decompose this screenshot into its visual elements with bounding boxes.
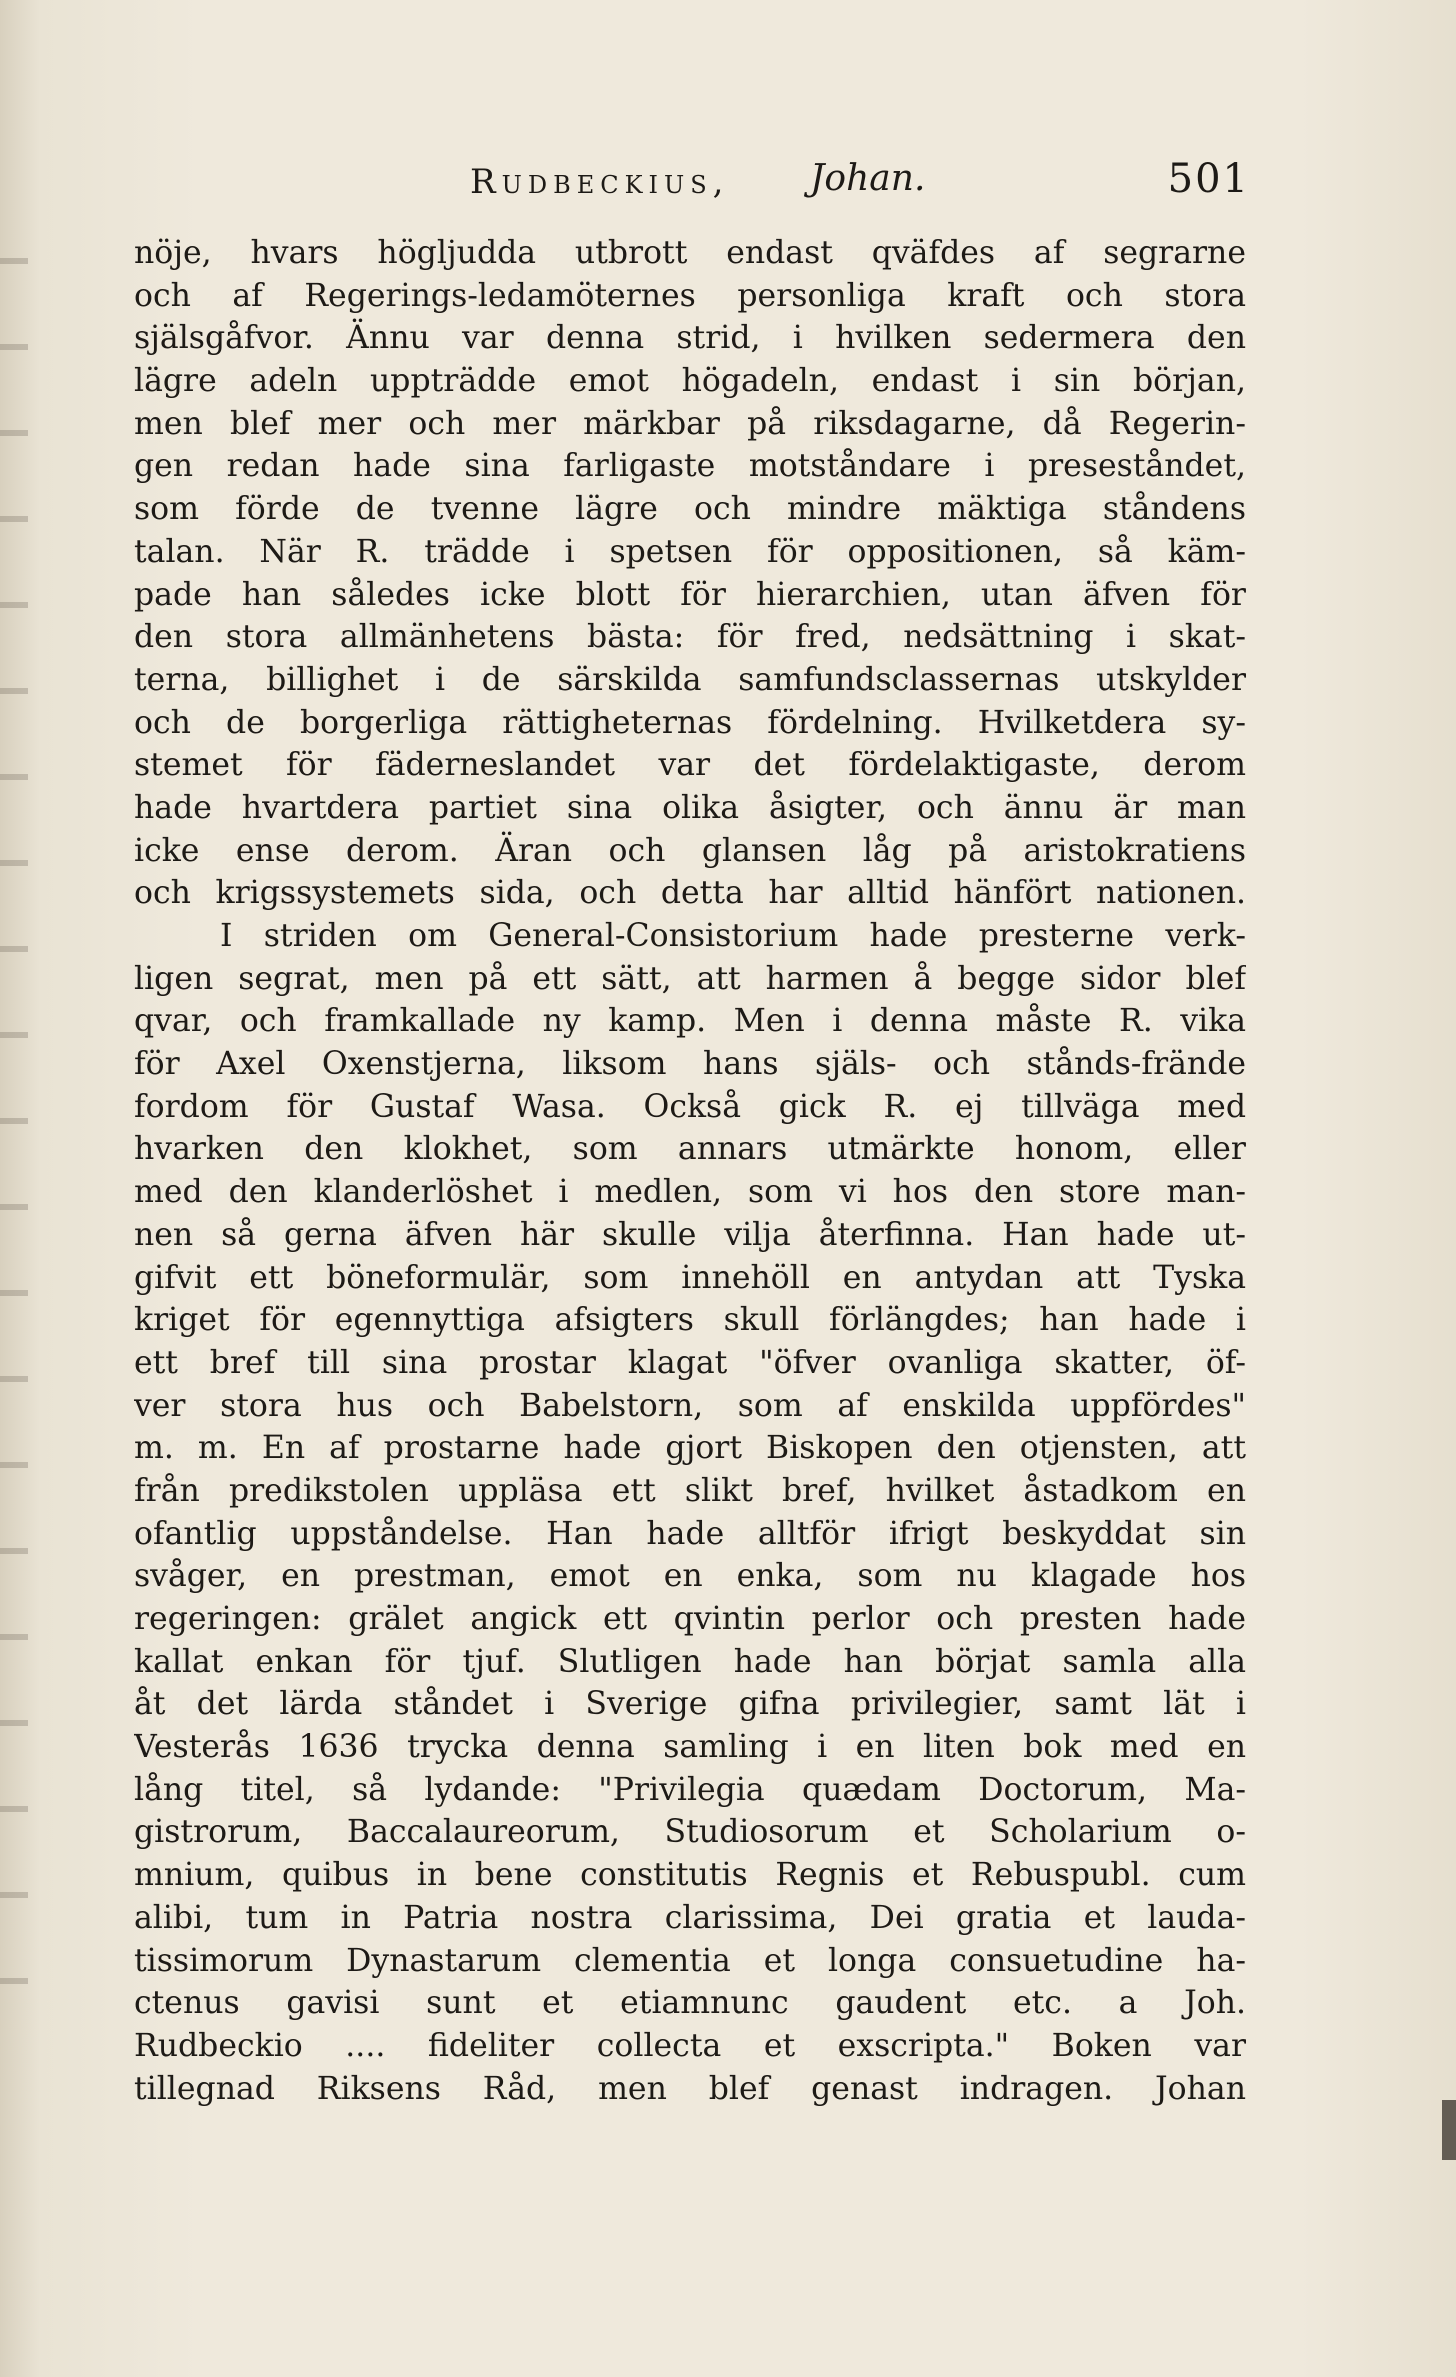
text-line: gifvit ett böneformulär, som innehöll en antydan att Tyska	[134, 1259, 1246, 1296]
text-line: I striden om General-Consistorium hade presterne verk-	[220, 918, 1246, 954]
text-line: pade han således icke blott för hierarchien, utan äfven för	[134, 576, 1246, 613]
text-line: tillegnad Riksens Råd, men blef genast indragen. Johan	[134, 2070, 1246, 2107]
text-line: och de borgerliga rättigheternas fördelning. Hvilketdera sy-	[134, 704, 1246, 741]
text-line: för Axel Oxenstjerna, liksom hans själs- och stånds-frände	[134, 1046, 1246, 1083]
text-line: stemet för fäderneslandet var det fördelaktigaste, derom	[134, 747, 1246, 784]
text-line: ver stora hus och Babelstorn, som af enskilda uppfördes"	[134, 1387, 1246, 1424]
text-line: mnium, quibus in bene constitutis Regnis et Rebuspubl. cum	[134, 1857, 1246, 1894]
text-line: m. m. En af prostarne hade gjort Biskopen den otjensten, att	[134, 1430, 1246, 1467]
running-head-name: Rudbeckius,	[470, 162, 730, 202]
text-line: Rudbeckio .... fideliter collecta et exscripta." Boken var	[134, 2027, 1246, 2064]
text-line: qvar, och framkallade ny kamp. Men i denna måste R. vika	[134, 1003, 1246, 1040]
text-line: Vesterås 1636 trycka denna samling i en liten bok med en	[134, 1729, 1246, 1766]
text-line: den stora allmänhetens bästa: för fred, nedsättning i skat-	[134, 619, 1246, 656]
text-line: kriget för egennyttiga afsigters skull förlängdes; han hade i	[134, 1302, 1246, 1339]
text-line: ctenus gavisi sunt et etiamnunc gaudent etc. a Joh.	[134, 1985, 1246, 2022]
text-line: gen redan hade sina farligaste motståndare i preseståndet,	[134, 448, 1246, 485]
running-head	[470, 148, 1250, 208]
text-line: lägre adeln uppträdde emot högadeln, endast i sin början,	[134, 363, 1246, 400]
text-line: och krigssystemets sida, och detta har alltid hänfört nationen.	[134, 875, 1246, 912]
text-line: ligen segrat, men på ett sätt, att harmen å begge sidor blef	[134, 960, 1246, 997]
right-margin-mark	[1442, 2100, 1456, 2160]
text-line: åt det lärda ståndet i Sverige gifna privilegier, samt lät i	[134, 1686, 1246, 1723]
text-line: från predikstolen uppläsa ett slikt bref, hvilket åstadkom en	[134, 1472, 1246, 1509]
text-line: som förde de tvenne lägre och mindre mäktiga ståndens	[134, 491, 1246, 528]
text-line: med den klanderlöshet i medlen, som vi hos den store man-	[134, 1174, 1246, 1211]
text-line: ofantlig uppståndelse. Han hade alltför ifrigt beskyddat sin	[134, 1515, 1246, 1552]
text-line: tissimorum Dynastarum clementia et longa consuetudine ha-	[134, 1942, 1246, 1979]
text-line: men blef mer och mer märkbar på riksdagarne, då Regerin-	[134, 405, 1246, 442]
text-line: gistrorum, Baccalaureorum, Studiosorum et Scholarium o-	[134, 1814, 1246, 1851]
body-text	[134, 232, 1246, 2110]
text-line: fordom för Gustaf Wasa. Också gick R. ej tillväga med	[134, 1088, 1246, 1125]
text-line: svåger, en prestman, emot en enka, som nu klagade hos	[134, 1558, 1246, 1595]
text-line: icke ense derom. Äran och glansen låg på aristokratiens	[134, 832, 1246, 869]
page-number: 501	[1167, 156, 1250, 202]
text-line: hvarken den klokhet, som annars utmärkte honom, eller	[134, 1131, 1246, 1168]
text-line: själsgåfvor. Ännu var denna strid, i hvilken sedermera den	[134, 320, 1246, 357]
text-line: terna, billighet i de särskilda samfundsclassernas utskylder	[134, 661, 1246, 698]
text-line: nen så gerna äfven här skulle vilja återfinna. Han hade ut-	[134, 1216, 1246, 1253]
text-line: och af Regerings-ledamöternes personliga kraft och stora	[134, 277, 1246, 314]
left-margin-shadow	[0, 220, 28, 2020]
text-line: alibi, tum in Patria nostra clarissima, Dei gratia et lauda-	[134, 1899, 1246, 1936]
text-line: regeringen: grälet angick ett qvintin perlor och presten hade	[134, 1601, 1246, 1637]
text-line: lång titel, så lydande: "Privilegia quædam Doctorum, Ma-	[134, 1771, 1246, 1808]
text-line: ett bref till sina prostar klagat "öfver ovanliga skatter, öf-	[134, 1344, 1246, 1381]
running-head-first-name: Johan.	[810, 158, 926, 199]
text-line: kallat enkan för tjuf. Slutligen hade han börjat samla alla	[134, 1643, 1246, 1680]
text-line: talan. När R. trädde i spetsen för oppositionen, så käm-	[134, 533, 1246, 570]
text-line: nöje, hvars högljudda utbrott endast qväfdes af segrarne	[134, 235, 1246, 271]
text-line: hade hvartdera partiet sina olika åsigter, och ännu är man	[134, 789, 1246, 826]
